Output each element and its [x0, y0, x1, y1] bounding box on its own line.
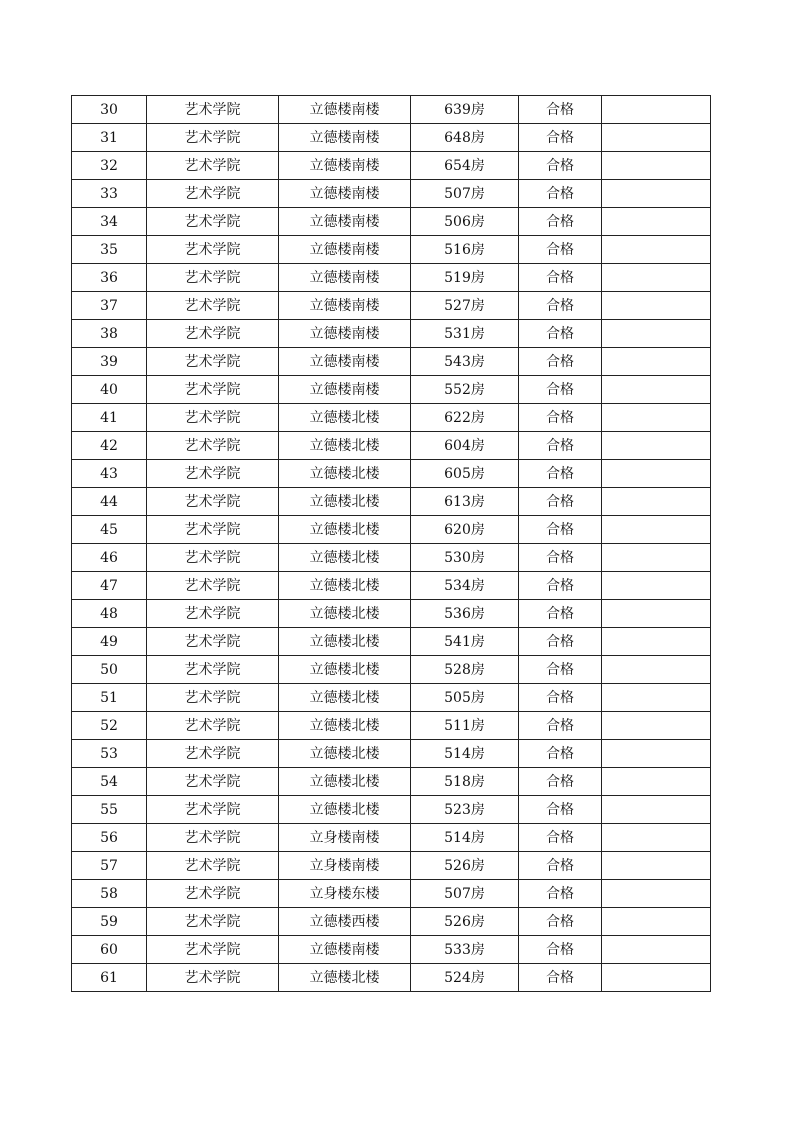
remark-cell	[602, 320, 711, 348]
building-cell: 立德楼北楼	[279, 460, 411, 488]
room-cell: 514房	[411, 824, 519, 852]
remark-cell	[602, 684, 711, 712]
room-cell: 648房	[411, 124, 519, 152]
row-number-cell: 47	[72, 572, 147, 600]
result-cell: 合格	[519, 544, 602, 572]
building-cell: 立德楼南楼	[279, 320, 411, 348]
row-number-cell: 46	[72, 544, 147, 572]
table-row	[72, 936, 711, 964]
room-cell: 526房	[411, 908, 519, 936]
row-number-cell: 59	[72, 908, 147, 936]
building-cell: 立德楼北楼	[279, 768, 411, 796]
building-cell: 立德楼西楼	[279, 908, 411, 936]
result-cell: 合格	[519, 292, 602, 320]
college-cell: 艺术学院	[147, 180, 279, 208]
row-number-cell: 33	[72, 180, 147, 208]
row-number-cell: 60	[72, 936, 147, 964]
room-cell: 605房	[411, 460, 519, 488]
college-cell: 艺术学院	[147, 824, 279, 852]
college-cell: 艺术学院	[147, 460, 279, 488]
room-cell: 523房	[411, 796, 519, 824]
row-number-cell: 42	[72, 432, 147, 460]
result-cell: 合格	[519, 852, 602, 880]
remark-cell	[602, 404, 711, 432]
row-number-cell: 55	[72, 796, 147, 824]
result-cell: 合格	[519, 432, 602, 460]
remark-cell	[602, 376, 711, 404]
result-cell: 合格	[519, 516, 602, 544]
remark-cell	[602, 292, 711, 320]
row-number-cell: 39	[72, 348, 147, 376]
result-cell: 合格	[519, 936, 602, 964]
college-cell: 艺术学院	[147, 236, 279, 264]
building-cell: 立身楼南楼	[279, 824, 411, 852]
table-row	[72, 712, 711, 740]
remark-cell	[602, 852, 711, 880]
remark-cell	[602, 796, 711, 824]
result-cell: 合格	[519, 880, 602, 908]
table-row	[72, 152, 711, 180]
remark-cell	[602, 544, 711, 572]
row-number-cell: 54	[72, 768, 147, 796]
row-number-cell: 49	[72, 628, 147, 656]
remark-cell	[602, 96, 711, 124]
result-cell: 合格	[519, 488, 602, 516]
result-cell: 合格	[519, 152, 602, 180]
college-cell: 艺术学院	[147, 880, 279, 908]
remark-cell	[602, 600, 711, 628]
building-cell: 立德楼北楼	[279, 684, 411, 712]
table-row	[72, 96, 711, 124]
room-cell: 604房	[411, 432, 519, 460]
building-cell: 立德楼北楼	[279, 740, 411, 768]
college-cell: 艺术学院	[147, 292, 279, 320]
room-cell: 541房	[411, 628, 519, 656]
college-cell: 艺术学院	[147, 600, 279, 628]
room-cell: 518房	[411, 768, 519, 796]
building-cell: 立德楼南楼	[279, 936, 411, 964]
table-row	[72, 740, 711, 768]
college-cell: 艺术学院	[147, 908, 279, 936]
table-row	[72, 964, 711, 992]
row-number-cell: 57	[72, 852, 147, 880]
building-cell: 立德楼北楼	[279, 432, 411, 460]
result-cell: 合格	[519, 740, 602, 768]
table-row	[72, 852, 711, 880]
room-cell: 613房	[411, 488, 519, 516]
room-cell: 534房	[411, 572, 519, 600]
building-cell: 立德楼南楼	[279, 180, 411, 208]
building-cell: 立德楼南楼	[279, 96, 411, 124]
building-cell: 立德楼南楼	[279, 264, 411, 292]
college-cell: 艺术学院	[147, 656, 279, 684]
table-row	[72, 656, 711, 684]
building-cell: 立德楼北楼	[279, 628, 411, 656]
row-number-cell: 37	[72, 292, 147, 320]
row-number-cell: 45	[72, 516, 147, 544]
result-cell: 合格	[519, 796, 602, 824]
table-row	[72, 376, 711, 404]
room-cell: 620房	[411, 516, 519, 544]
room-cell: 536房	[411, 600, 519, 628]
building-cell: 立德楼北楼	[279, 516, 411, 544]
table-row	[72, 292, 711, 320]
building-cell: 立身楼南楼	[279, 852, 411, 880]
row-number-cell: 31	[72, 124, 147, 152]
room-cell: 639房	[411, 96, 519, 124]
table-row	[72, 572, 711, 600]
result-cell: 合格	[519, 572, 602, 600]
room-cell: 514房	[411, 740, 519, 768]
college-cell: 艺术学院	[147, 544, 279, 572]
inspection-table-page	[71, 95, 710, 992]
row-number-cell: 56	[72, 824, 147, 852]
result-cell: 合格	[519, 768, 602, 796]
college-cell: 艺术学院	[147, 404, 279, 432]
row-number-cell: 43	[72, 460, 147, 488]
result-cell: 合格	[519, 656, 602, 684]
room-cell: 528房	[411, 656, 519, 684]
result-cell: 合格	[519, 628, 602, 656]
table-row	[72, 208, 711, 236]
table-row	[72, 348, 711, 376]
table-row	[72, 236, 711, 264]
remark-cell	[602, 572, 711, 600]
building-cell: 立德楼北楼	[279, 656, 411, 684]
table-row	[72, 488, 711, 516]
remark-cell	[602, 180, 711, 208]
row-number-cell: 40	[72, 376, 147, 404]
result-cell: 合格	[519, 712, 602, 740]
college-cell: 艺术学院	[147, 964, 279, 992]
room-cell: 622房	[411, 404, 519, 432]
row-number-cell: 53	[72, 740, 147, 768]
result-cell: 合格	[519, 600, 602, 628]
college-cell: 艺术学院	[147, 684, 279, 712]
college-cell: 艺术学院	[147, 432, 279, 460]
remark-cell	[602, 740, 711, 768]
table-row	[72, 124, 711, 152]
remark-cell	[602, 488, 711, 516]
table-row	[72, 264, 711, 292]
result-cell: 合格	[519, 208, 602, 236]
row-number-cell: 51	[72, 684, 147, 712]
table-row	[72, 180, 711, 208]
remark-cell	[602, 460, 711, 488]
table-row	[72, 908, 711, 936]
college-cell: 艺术学院	[147, 320, 279, 348]
room-cell: 516房	[411, 236, 519, 264]
building-cell: 立德楼北楼	[279, 796, 411, 824]
room-cell: 552房	[411, 376, 519, 404]
remark-cell	[602, 908, 711, 936]
building-cell: 立德楼南楼	[279, 124, 411, 152]
remark-cell	[602, 628, 711, 656]
college-cell: 艺术学院	[147, 572, 279, 600]
row-number-cell: 32	[72, 152, 147, 180]
result-cell: 合格	[519, 460, 602, 488]
college-cell: 艺术学院	[147, 852, 279, 880]
college-cell: 艺术学院	[147, 516, 279, 544]
room-cell: 526房	[411, 852, 519, 880]
remark-cell	[602, 208, 711, 236]
table-row	[72, 432, 711, 460]
room-cell: 530房	[411, 544, 519, 572]
table-row	[72, 880, 711, 908]
table-row	[72, 600, 711, 628]
inspection-table	[71, 95, 711, 992]
remark-cell	[602, 768, 711, 796]
table-row	[72, 544, 711, 572]
building-cell: 立德楼北楼	[279, 600, 411, 628]
result-cell: 合格	[519, 964, 602, 992]
row-number-cell: 34	[72, 208, 147, 236]
room-cell: 531房	[411, 320, 519, 348]
college-cell: 艺术学院	[147, 488, 279, 516]
college-cell: 艺术学院	[147, 348, 279, 376]
table-row	[72, 404, 711, 432]
result-cell: 合格	[519, 824, 602, 852]
room-cell: 543房	[411, 348, 519, 376]
remark-cell	[602, 964, 711, 992]
remark-cell	[602, 236, 711, 264]
college-cell: 艺术学院	[147, 96, 279, 124]
room-cell: 527房	[411, 292, 519, 320]
row-number-cell: 58	[72, 880, 147, 908]
room-cell: 519房	[411, 264, 519, 292]
row-number-cell: 50	[72, 656, 147, 684]
result-cell: 合格	[519, 908, 602, 936]
table-row	[72, 684, 711, 712]
table-row	[72, 796, 711, 824]
room-cell: 524房	[411, 964, 519, 992]
row-number-cell: 41	[72, 404, 147, 432]
college-cell: 艺术学院	[147, 376, 279, 404]
building-cell: 立德楼南楼	[279, 376, 411, 404]
remark-cell	[602, 348, 711, 376]
building-cell: 立德楼北楼	[279, 712, 411, 740]
row-number-cell: 44	[72, 488, 147, 516]
table-row	[72, 768, 711, 796]
row-number-cell: 35	[72, 236, 147, 264]
remark-cell	[602, 880, 711, 908]
remark-cell	[602, 432, 711, 460]
room-cell: 533房	[411, 936, 519, 964]
row-number-cell: 36	[72, 264, 147, 292]
table-row	[72, 824, 711, 852]
remark-cell	[602, 152, 711, 180]
building-cell: 立身楼东楼	[279, 880, 411, 908]
college-cell: 艺术学院	[147, 264, 279, 292]
building-cell: 立德楼南楼	[279, 236, 411, 264]
table-row	[72, 516, 711, 544]
building-cell: 立德楼北楼	[279, 404, 411, 432]
room-cell: 507房	[411, 880, 519, 908]
result-cell: 合格	[519, 376, 602, 404]
table-body	[72, 96, 711, 992]
building-cell: 立德楼北楼	[279, 488, 411, 516]
row-number-cell: 61	[72, 964, 147, 992]
result-cell: 合格	[519, 180, 602, 208]
row-number-cell: 52	[72, 712, 147, 740]
result-cell: 合格	[519, 124, 602, 152]
result-cell: 合格	[519, 684, 602, 712]
remark-cell	[602, 656, 711, 684]
result-cell: 合格	[519, 264, 602, 292]
building-cell: 立德楼南楼	[279, 348, 411, 376]
building-cell: 立德楼北楼	[279, 572, 411, 600]
room-cell: 506房	[411, 208, 519, 236]
building-cell: 立德楼南楼	[279, 208, 411, 236]
building-cell: 立德楼北楼	[279, 544, 411, 572]
remark-cell	[602, 124, 711, 152]
table-row	[72, 320, 711, 348]
table-row	[72, 460, 711, 488]
row-number-cell: 30	[72, 96, 147, 124]
college-cell: 艺术学院	[147, 628, 279, 656]
room-cell: 507房	[411, 180, 519, 208]
result-cell: 合格	[519, 404, 602, 432]
row-number-cell: 48	[72, 600, 147, 628]
row-number-cell: 38	[72, 320, 147, 348]
result-cell: 合格	[519, 236, 602, 264]
room-cell: 505房	[411, 684, 519, 712]
college-cell: 艺术学院	[147, 124, 279, 152]
college-cell: 艺术学院	[147, 740, 279, 768]
college-cell: 艺术学院	[147, 208, 279, 236]
college-cell: 艺术学院	[147, 936, 279, 964]
remark-cell	[602, 712, 711, 740]
college-cell: 艺术学院	[147, 768, 279, 796]
remark-cell	[602, 824, 711, 852]
remark-cell	[602, 264, 711, 292]
building-cell: 立德楼南楼	[279, 292, 411, 320]
college-cell: 艺术学院	[147, 796, 279, 824]
remark-cell	[602, 516, 711, 544]
college-cell: 艺术学院	[147, 712, 279, 740]
building-cell: 立德楼北楼	[279, 964, 411, 992]
result-cell: 合格	[519, 320, 602, 348]
college-cell: 艺术学院	[147, 152, 279, 180]
remark-cell	[602, 936, 711, 964]
result-cell: 合格	[519, 348, 602, 376]
result-cell: 合格	[519, 96, 602, 124]
building-cell: 立德楼南楼	[279, 152, 411, 180]
room-cell: 511房	[411, 712, 519, 740]
room-cell: 654房	[411, 152, 519, 180]
table-row	[72, 628, 711, 656]
